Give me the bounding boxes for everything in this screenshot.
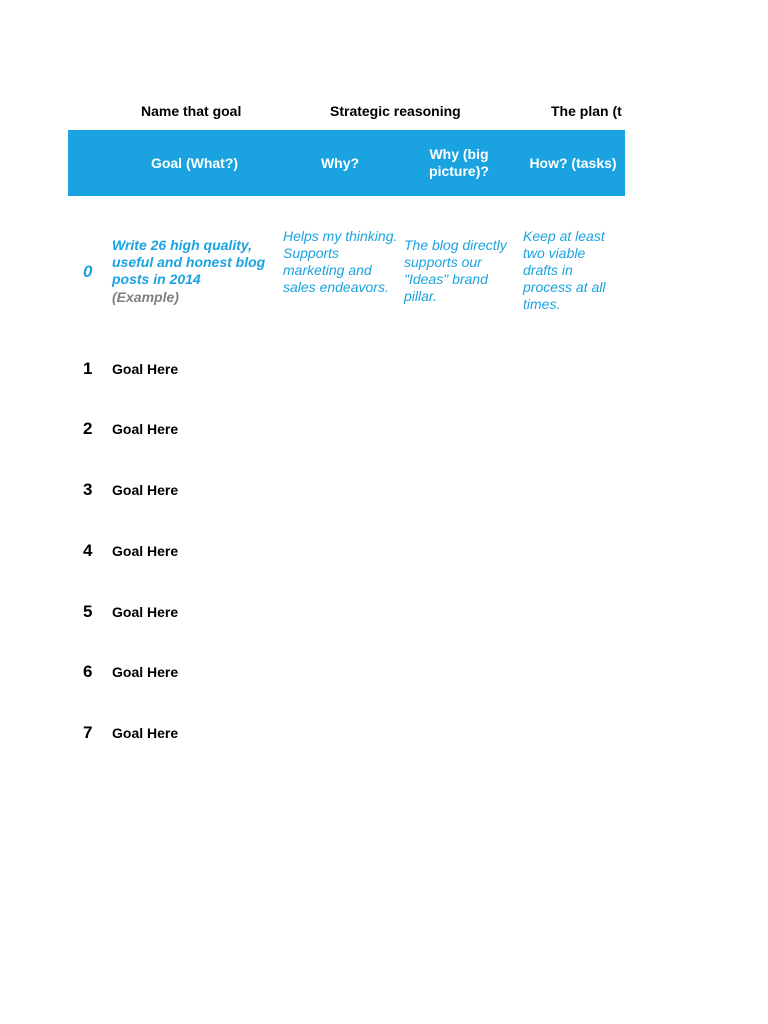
goal-row (0, 359, 768, 383)
example-how-text: Keep at least two viable drafts in process at all times. (523, 228, 606, 312)
goal-row-label[interactable]: Goal Here (112, 725, 179, 741)
goal-row (0, 723, 768, 747)
goal-row-index: 6 (83, 662, 93, 681)
example-goal-text: Write 26 high quality, useful and honest blog posts in 2014 (112, 237, 266, 287)
goal-row-index: 7 (83, 723, 93, 742)
section-heading-strategic-reasoning: Strategic reasoning (330, 103, 461, 119)
goal-row-label[interactable]: Goal Here (112, 664, 179, 680)
section-heading-name-that-goal: Name that goal (141, 103, 242, 119)
goal-row-label[interactable]: Goal Here (112, 361, 179, 377)
goal-row (0, 662, 768, 686)
column-header-band (68, 130, 625, 196)
goal-row-label[interactable]: Goal Here (112, 543, 179, 559)
goal-row-index: 3 (83, 480, 93, 499)
section-heading-the-plan: The plan (t (551, 103, 622, 119)
goal-row (0, 541, 768, 565)
goal-row-index: 4 (83, 541, 93, 560)
column-header-big-picture: Why (big picture)? (429, 146, 489, 179)
goal-row-index: 2 (83, 419, 93, 438)
column-header-how: How? (tasks) (529, 154, 617, 171)
goal-row-label[interactable]: Goal Here (112, 421, 179, 437)
column-header-why: Why? (320, 154, 360, 171)
goal-row (0, 419, 768, 443)
goal-row (0, 602, 768, 626)
example-note: (Example) (112, 289, 179, 305)
goal-row-index: 5 (83, 602, 93, 621)
goal-row-label[interactable]: Goal Here (112, 482, 179, 498)
example-why-text: Helps my thinking. Supports marketing and sales endeavors. (283, 228, 398, 295)
goal-row-label[interactable]: Goal Here (112, 604, 179, 620)
goal-row-index: 1 (83, 359, 93, 378)
column-header-goal: Goal (What?) (150, 154, 239, 171)
example-big-picture-text: The blog directly supports our "Ideas" brand pillar. (404, 237, 507, 304)
goal-row (0, 480, 768, 504)
example-row-index: 0 (83, 262, 93, 281)
